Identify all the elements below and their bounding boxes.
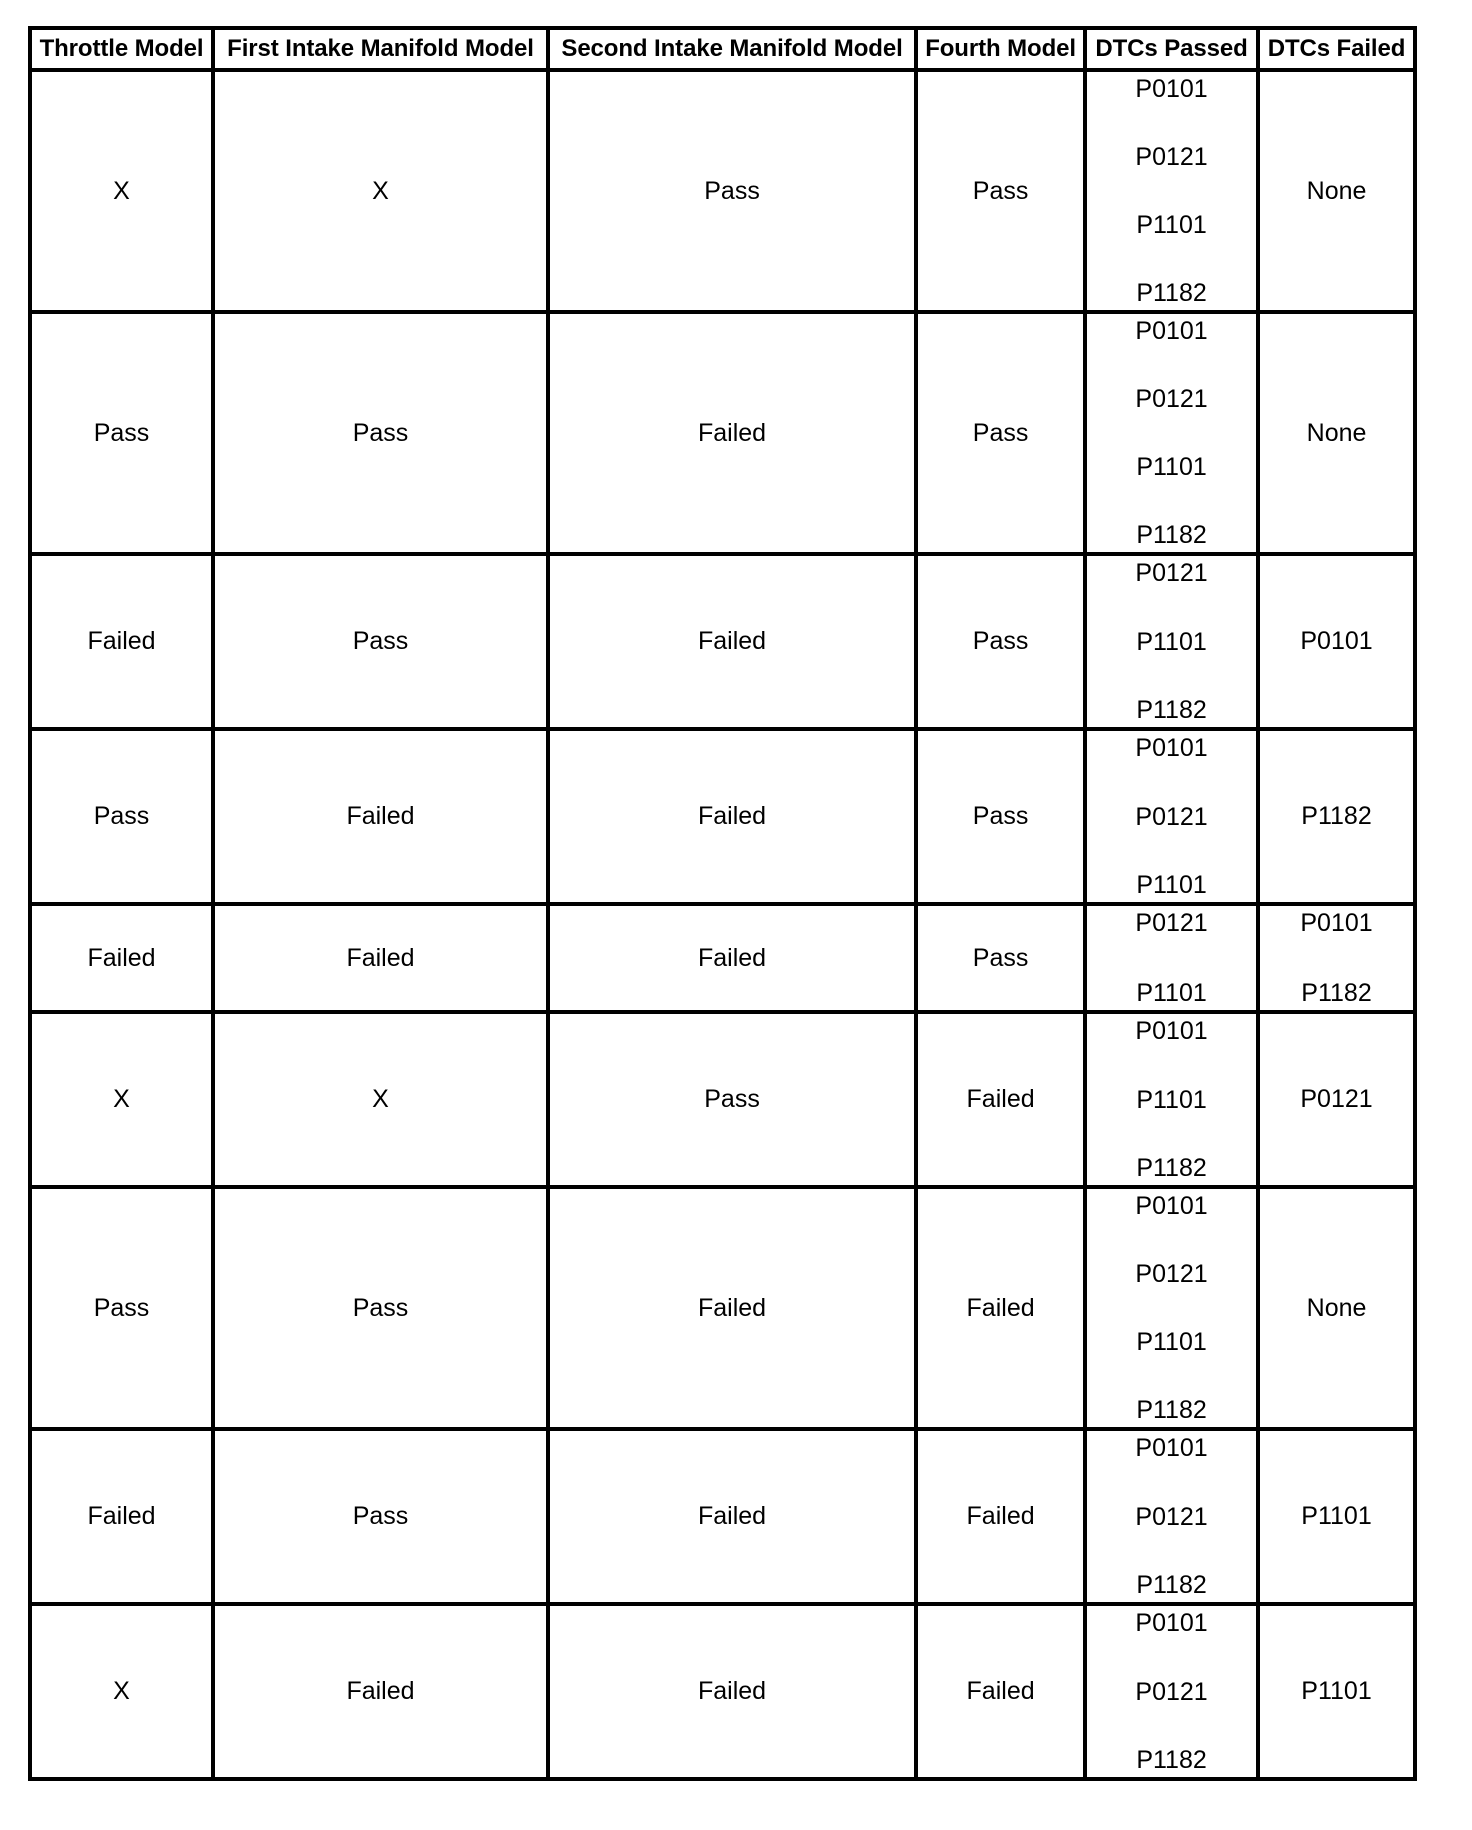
first-intake-manifold-cell: Failed (213, 904, 548, 1012)
fourth-model-cell: Failed (916, 1604, 1085, 1779)
dtcs-passed-cell (1085, 312, 1258, 554)
second-intake-manifold-cell: Failed (548, 1604, 916, 1779)
dtcs-failed-cell (1258, 554, 1415, 729)
table-row (30, 312, 1415, 554)
dtcs-passed-cell (1085, 904, 1258, 1012)
header-dtcs-passed: DTCs Passed (1085, 28, 1258, 70)
dtcs-failed-cell (1258, 1012, 1415, 1187)
dtc-code: P0101 (1135, 1192, 1208, 1220)
dtcs-failed-cell (1258, 904, 1415, 1012)
dtc-code: P1182 (1136, 1571, 1207, 1599)
throttle-model-cell: Pass (30, 1187, 213, 1429)
dtc-code: P0101 (1135, 1434, 1208, 1462)
throttle-model-cell: Pass (30, 729, 213, 904)
throttle-model-cell: X (30, 1604, 213, 1779)
throttle-model-cell: Failed (30, 904, 213, 1012)
header-throttle-model: Throttle Model (30, 28, 213, 70)
dtc-code: P0121 (1300, 1085, 1373, 1113)
table-row (30, 904, 1415, 1012)
dtcs-failed-cell (1258, 1604, 1415, 1779)
dtc-code: P0101 (1135, 734, 1208, 762)
dtcs-passed-cell (1085, 1604, 1258, 1779)
dtc-code: P1101 (1136, 1085, 1207, 1114)
dtc-code: P1182 (1301, 802, 1372, 830)
first-intake-manifold-cell: Failed (213, 1604, 548, 1779)
throttle-model-cell: Failed (30, 1429, 213, 1604)
fourth-model-cell: Pass (916, 904, 1085, 1012)
dtcs-failed-cell (1258, 312, 1415, 554)
dtc-failed-list (1260, 1014, 1413, 1185)
dtc-code: P0121 (1135, 909, 1208, 937)
header-dtcs-failed: DTCs Failed (1258, 28, 1415, 70)
throttle-model-cell: Pass (30, 312, 213, 554)
dtcs-passed-cell (1085, 1429, 1258, 1604)
fourth-model-cell: Failed (916, 1187, 1085, 1429)
dtc-code: None (1306, 176, 1367, 205)
dtc-code: None (1306, 418, 1367, 447)
fourth-model-cell: Pass (916, 729, 1085, 904)
dtc-code: P1101 (1301, 1677, 1372, 1705)
dtc-code: P0121 (1135, 143, 1208, 171)
dtcs-passed-cell (1085, 554, 1258, 729)
dtc-code: P0121 (1135, 1260, 1208, 1288)
dtc-code: P0121 (1135, 1502, 1208, 1531)
dtc-code: P1101 (1136, 627, 1207, 656)
header-first-intake-manifold-model: First Intake Manifold Model (213, 28, 548, 70)
throttle-model-cell: Failed (30, 554, 213, 729)
dtc-code: P1101 (1136, 453, 1207, 481)
dtc-failed-list (1260, 556, 1413, 727)
dtc-code: P1101 (1301, 1502, 1372, 1530)
dtc-passed-list (1087, 72, 1256, 310)
second-intake-manifold-cell: Failed (548, 904, 916, 1012)
dtc-code: P0101 (1135, 1017, 1208, 1045)
dtc-code: P1182 (1136, 1396, 1207, 1424)
first-intake-manifold-cell: Pass (213, 1187, 548, 1429)
dtcs-failed-cell (1258, 70, 1415, 312)
fourth-model-cell: Pass (916, 70, 1085, 312)
dtcs-passed-cell (1085, 70, 1258, 312)
first-intake-manifold-cell: Failed (213, 729, 548, 904)
dtcs-failed-cell (1258, 1429, 1415, 1604)
table-row (30, 1012, 1415, 1187)
header-row (30, 28, 1415, 70)
dtc-passed-list (1087, 1606, 1256, 1777)
fourth-model-cell: Failed (916, 1429, 1085, 1604)
second-intake-manifold-cell: Failed (548, 312, 916, 554)
second-intake-manifold-cell: Failed (548, 1187, 916, 1429)
first-intake-manifold-cell: Pass (213, 1429, 548, 1604)
dtc-passed-list (1087, 906, 1256, 1010)
dtc-code: P1182 (1136, 279, 1207, 307)
second-intake-manifold-cell: Failed (548, 554, 916, 729)
throttle-model-cell: X (30, 70, 213, 312)
dtcs-passed-cell (1085, 1187, 1258, 1429)
dtc-failed-list (1260, 1606, 1413, 1777)
dtc-passed-list (1087, 1189, 1256, 1427)
dtc-code: P1101 (1136, 979, 1207, 1007)
dtc-code: P0101 (1135, 75, 1208, 103)
fourth-model-cell: Pass (916, 554, 1085, 729)
first-intake-manifold-cell: Pass (213, 554, 548, 729)
table-row (30, 729, 1415, 904)
dtc-code: P0101 (1300, 909, 1373, 937)
dtc-code: P1101 (1136, 871, 1207, 899)
dtc-code: P0121 (1135, 385, 1208, 413)
second-intake-manifold-cell: Pass (548, 70, 916, 312)
dtc-failed-list (1260, 906, 1413, 1010)
dtc-code: P1101 (1136, 211, 1207, 239)
first-intake-manifold-cell: X (213, 1012, 548, 1187)
dtc-code: P0101 (1135, 317, 1208, 345)
dtc-code: P0101 (1300, 627, 1373, 655)
table-row (30, 1187, 1415, 1429)
throttle-model-cell: X (30, 1012, 213, 1187)
table-body (30, 70, 1415, 1779)
dtc-failed-list (1260, 1431, 1413, 1602)
table-header (30, 28, 1415, 70)
dtc-passed-list (1087, 1431, 1256, 1602)
dtc-passed-list (1087, 314, 1256, 552)
dtc-failed-list (1260, 314, 1413, 552)
dtc-failed-list (1260, 731, 1413, 902)
fourth-model-cell: Failed (916, 1012, 1085, 1187)
dtc-code: P1182 (1136, 1746, 1207, 1774)
table-row (30, 70, 1415, 312)
dtcs-passed-cell (1085, 729, 1258, 904)
header-second-intake-manifold-model: Second Intake Manifold Model (548, 28, 916, 70)
fourth-model-cell: Pass (916, 312, 1085, 554)
second-intake-manifold-cell: Failed (548, 729, 916, 904)
dtc-code: P1182 (1136, 696, 1207, 724)
table-row (30, 554, 1415, 729)
dtc-code: P0121 (1135, 559, 1208, 587)
dtc-code: P0121 (1135, 802, 1208, 831)
dtc-code: P1182 (1136, 521, 1207, 549)
dtcs-passed-cell (1085, 1012, 1258, 1187)
first-intake-manifold-cell: Pass (213, 312, 548, 554)
dtc-passed-list (1087, 731, 1256, 902)
dtc-passed-list (1087, 1014, 1256, 1185)
dtc-code: None (1306, 1293, 1367, 1322)
first-intake-manifold-cell: X (213, 70, 548, 312)
dtc-code: P1182 (1136, 1154, 1207, 1182)
dtc-code: P1101 (1136, 1328, 1207, 1356)
dtcs-failed-cell (1258, 1187, 1415, 1429)
second-intake-manifold-cell: Pass (548, 1012, 916, 1187)
table-row (30, 1604, 1415, 1779)
dtc-code: P0101 (1135, 1609, 1208, 1637)
header-fourth-model: Fourth Model (916, 28, 1085, 70)
dtc-code: P1182 (1301, 979, 1372, 1007)
dtcs-failed-cell (1258, 729, 1415, 904)
dtc-passed-list (1087, 556, 1256, 727)
dtc-code: P0121 (1135, 1677, 1208, 1706)
table-row (30, 1429, 1415, 1604)
dtc-failed-list (1260, 1189, 1413, 1427)
second-intake-manifold-cell: Failed (548, 1429, 916, 1604)
dtc-failed-list (1260, 72, 1413, 310)
dtc-results-table (28, 26, 1417, 1781)
